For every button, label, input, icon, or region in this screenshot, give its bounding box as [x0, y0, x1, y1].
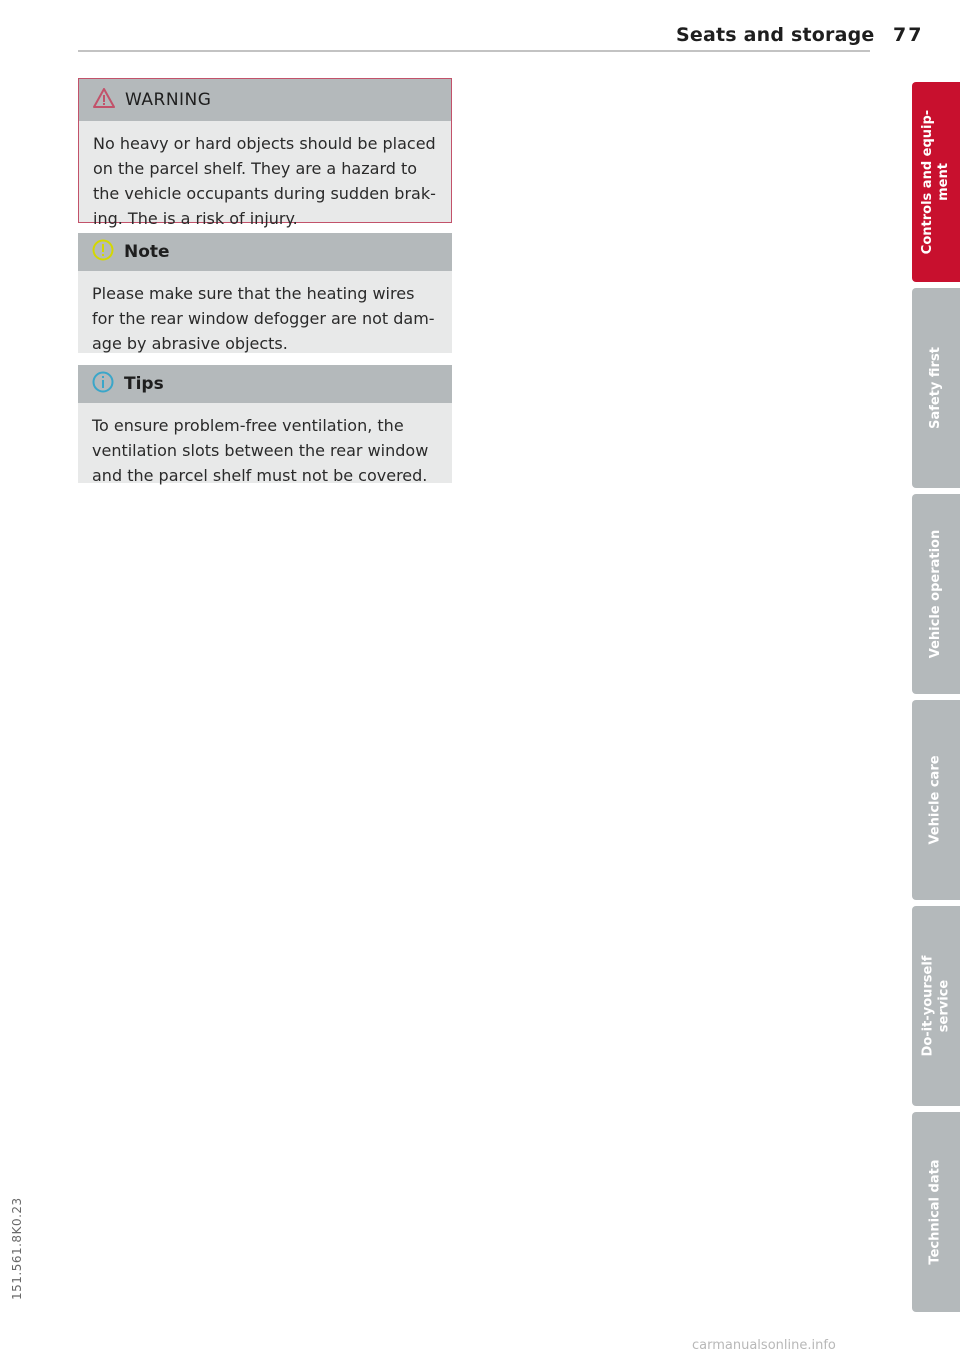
tab-technical-data[interactable] [912, 1112, 960, 1312]
warning-title: WARNING [125, 90, 212, 110]
tips-text: To ensure problem-free ventilation, the ventilation slots between the rear window and the parcel shelf must not be covered. [92, 416, 429, 485]
info-circle-icon [92, 371, 114, 397]
warning-box [78, 78, 452, 228]
tips-box [78, 365, 452, 483]
tab-label: Vehicle operation [928, 529, 944, 659]
warning-header [79, 79, 451, 121]
note-text: Please make sure that the heating wires for the rear window defogger are not dam-age by abrasive objects. [92, 284, 435, 353]
tab-label: Do-it-yourself service [920, 955, 952, 1057]
tab-label: Technical data [928, 1159, 943, 1265]
watermark: carmanualsonline.info [692, 1338, 836, 1353]
warning-text: No heavy or hard objects should be placed on the parcel shelf. They are a hazard to the vehicle occupants during sudden brak-ing. The is a risk of injury. [93, 134, 436, 228]
tab-controls-and-equipment[interactable] [912, 82, 960, 282]
page-number: 77 [893, 24, 924, 46]
tab-do-it-yourself-service[interactable] [912, 906, 960, 1106]
tab-label: Vehicle care [928, 755, 943, 845]
exclamation-circle-icon [92, 239, 114, 265]
tab-safety-first[interactable] [912, 288, 960, 488]
tips-title: Tips [124, 374, 164, 394]
section-title: Seats and storage [676, 24, 875, 46]
tab-label: Controls and equip- ment [920, 109, 951, 255]
note-box [78, 233, 452, 353]
tips-header [78, 365, 452, 403]
note-title: Note [124, 242, 170, 262]
tab-vehicle-operation[interactable] [912, 494, 960, 694]
header-rule [78, 50, 870, 52]
tab-label: Safety first [928, 347, 944, 429]
document-code: 151.561.8K0.23 [10, 1197, 24, 1300]
warning-triangle-icon [93, 88, 115, 112]
tab-vehicle-care[interactable] [912, 700, 960, 900]
note-header [78, 233, 452, 271]
